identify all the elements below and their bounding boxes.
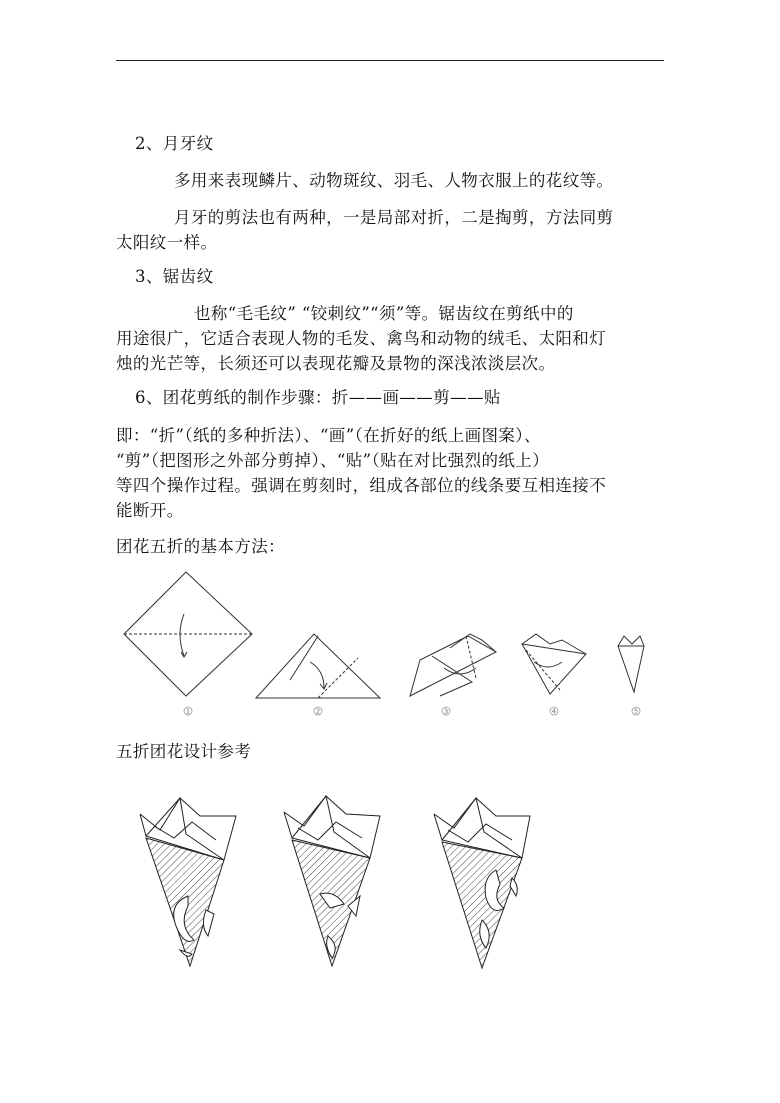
sawtooth-line-1: 也称“毛毛纹” “铰刺纹”“须”等。锯齿纹在剪纸中的 [194,304,574,323]
fold-step-5-figure [618,636,644,692]
sawtooth-line-2: 用途很广，它适合表现人物的毛发、禽鸟和动物的绒毛、太阳和灯 [116,329,607,348]
steps-line-2: “剪”（把图形之外部分剪掉）、“贴”（贴在对比强烈的纸上） [116,451,550,470]
fold-step-1-figure [124,572,252,696]
fold-step-3-figure [410,634,496,696]
crescent-paragraph-2-line-1: 月牙的剪法也有两种，一是局部对折，二是掏剪，方法同剪 [174,208,614,227]
sawtooth-line-3: 烛的光芒等，长须还可以表现花瓣及景物的深浅浓淡层次。 [116,354,556,373]
crescent-paragraph-2-line-2: 太阳纹一样。 [116,233,218,252]
heading-design-reference: 五折团花设计参考 [116,742,252,761]
step-number-4: 4 [551,707,557,716]
design-cone-1 [140,798,236,966]
step-number-3: 3 [443,707,449,716]
fold-step-4-figure [522,634,586,694]
steps-line-4: 能断开。 [116,501,184,520]
heading-crescent: 2、月牙纹 [135,134,214,153]
heading-sawtooth: 3、锯齿纹 [135,267,214,286]
design-cone-3 [434,798,530,968]
steps-line-3: 等四个操作过程。强调在剪刻时，组成各部位的线条要互相连接不 [116,476,607,495]
steps-line-1: 即：“折”（纸的多种折法）、“画”（在折好的纸上画图案）、 [116,426,541,445]
fold-step-2-figure [256,634,380,698]
crescent-paragraph-1: 多用来表现鳞片、动物斑纹、羽毛、人物衣服上的花纹等。 [174,171,614,190]
design-cone-2 [284,796,380,966]
header-rule [116,60,664,61]
design-reference-diagram [130,786,550,976]
step-number-1: 1 [185,707,191,716]
fold-steps-diagram [110,562,670,722]
heading-fold-method: 团花五折的基本方法： [116,537,285,556]
step-number-2: 2 [315,707,321,716]
step-number-5: 5 [633,707,639,716]
heading-steps: 6、团花剪纸的制作步骤：折——画——剪——贴 [135,388,501,407]
